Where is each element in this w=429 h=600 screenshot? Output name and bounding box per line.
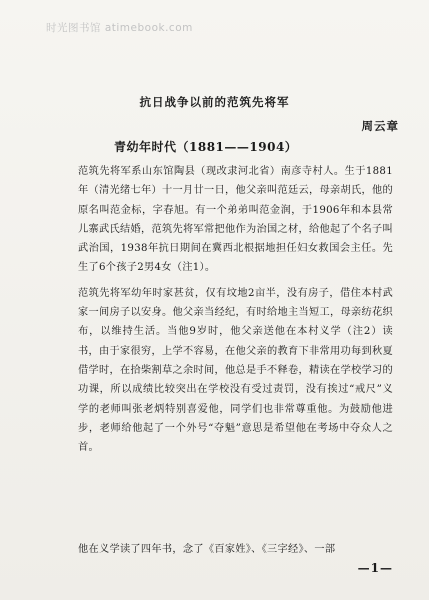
paragraph-2: 范筑先将军幼年时家甚贫，仅有坟地2亩半，没有房子，借住本村武家一间房子以安身。他父亲当经纪，有时给地主当短工，母亲纺花织布，以维持生活。当他9岁时，他父亲送他在本村义学（注2）读书，由于家很穷，上学不容易，在他父亲的教育下非常用功每到秋夏借学时，在拾柴割草之余时间，他总是手不释卷，精读在学校学习的功课，所以成绩比较突出在学校没有受过责罚，没有挨过“戒尺”义学的老师叫张老炳特别喜爱他，同学们也非常尊重他。为鼓励他进步，老师给他起了一个外号“夺魁”意思是希望他在考场中夺众人之首。 [78,287,393,454]
section-heading: 青幼年时代（1881——1904） [114,140,298,154]
author-name: 周云章 [361,119,399,133]
paragraph-3: 他在义学读了四年书，念了《百家姓》、《三字经》、一部 [78,544,336,555]
body-text [78,162,393,463]
watermark: 时光图书馆 atimebook.com [46,22,193,34]
document-title: 抗日战争以前的范筑先将军 [139,95,290,109]
page-number: —1— [357,561,393,575]
paragraph-1: 范筑先将军系山东馆陶县（现改隶河北省）南彦寺村人。生于1881年（清光绪七年）十一月廿一日，他父亲叫范廷云，母亲胡氏，他的原名叫范金标，字春旭。有一个弟弟叫范金润，于1906年和本县常儿寨武氏结婚，范筑先将军常把他作为治国之材，给他起了个名子叫武治国，1938年抗日期间在冀西北根据地担任妇女救国会主任。先生了6个孩子2男4女（注1）。 [78,166,393,274]
